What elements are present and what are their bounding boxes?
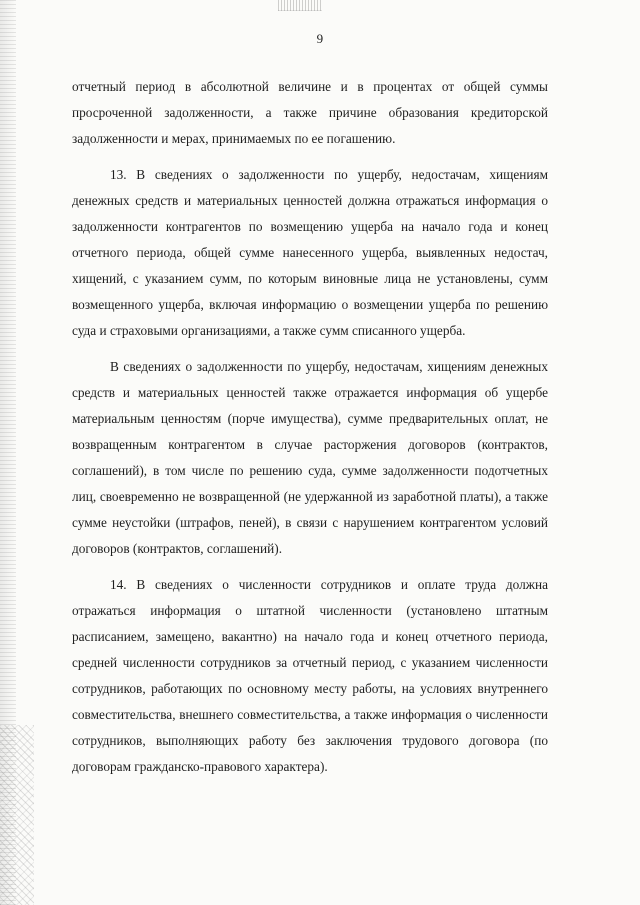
scan-bottom-left-marks [0,725,34,905]
paragraph-gap [72,562,548,572]
page-number: 9 [316,31,324,46]
paragraph-gap [72,344,548,354]
scan-top-mark [278,0,322,11]
paragraph-gap [72,152,548,162]
paragraph-item-14: 14. В сведениях о численности сотрудников и оплате труда должна отражаться информация о штатной численности (установлено штатным расписанием, замещено, вакантно) на начало года и конец отчетного периода, средней численности сотрудников за отчетный период, с указанием численности сотрудников, работающих по основному месту работы, на условиях внутреннего совместительства, внешнего совместительства, а также информация о численности сотрудников, выполняющих работу без заключения трудового договора (по договорам гражданско-правового характера). [72,577,548,774]
paragraph-item-13-continued: В сведениях о задолженности по ущербу, недостачам, хищениям денежных средств и материальных ценностей также отражается информация об ущербе материальным ценностям (порче имущества), сумме предварительных оплат, не возвращенным контрагентом в случае расторжения договоров (контрактов, соглашений), в том числе по решению суда, сумме задолженности подотчетных лиц, своевременно не возвращенной (не удержанной из заработной платы), а также сумме неустойки (штрафов, пеней), в связи с нарушением контрагентом условий договоров (контрактов, соглашений). [72,359,548,556]
paragraph-continuation: отчетный период в абсолютной величине и в процентах от общей суммы просроченной задолженности, а также причине образования кредиторской задолженности и мерах, принимаемых по ее погашению. [72,79,548,146]
paragraph-item-13: 13. В сведениях о задолженности по ущербу, недостачам, хищениям денежных средств и материальных ценностей должна отражаться информация о задолженности контрагентов по возмещению ущерба на начало года и конец отчетного периода, общей сумме нанесенного ущерба, выявленных недостач, хищений, с указанием сумм, по которым виновные лица не установлены, сумм возмещенного ущерба, включая информацию о возмещении ущерба по решению суда и страховыми организациями, а также сумм списанного ущерба. [72,167,548,338]
document-body [72,74,548,780]
